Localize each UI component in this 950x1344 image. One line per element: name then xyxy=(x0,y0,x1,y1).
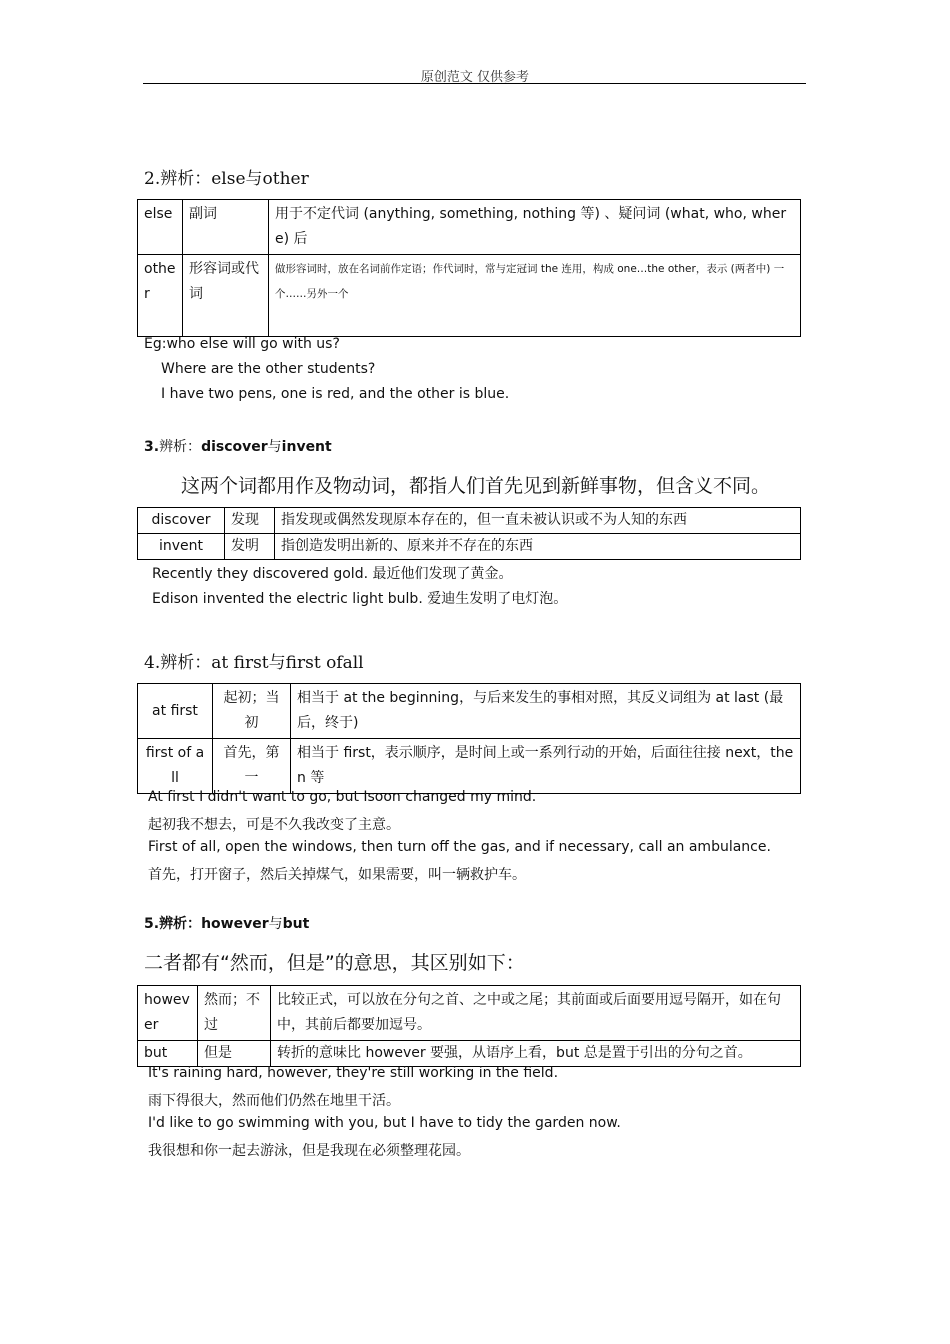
table-row xyxy=(138,534,801,560)
s4-row1-word: at first xyxy=(138,684,213,739)
s3-row1-pos: 发现 xyxy=(225,508,275,534)
section-5-intro: 二者都有“然而，但是”的意思，其区别如下： xyxy=(144,952,525,974)
s4-row2-pos: 首先，第一 xyxy=(213,739,291,794)
section-5-conj: 与 xyxy=(268,916,283,932)
s5-row1-word: however xyxy=(138,986,198,1041)
s5-example-3: I'd like to go swimming with you, but I have to tidy the garden now. xyxy=(148,1115,621,1131)
section-2-title xyxy=(144,164,309,189)
table-row xyxy=(138,508,801,534)
section-3-num: 3. xyxy=(144,439,160,455)
s2-example-3: I have two pens, one is red, and the other is blue. xyxy=(161,386,510,402)
s5-row1-pos: 然而；不过 xyxy=(198,986,271,1041)
section-4-label: 辨析： xyxy=(160,653,212,673)
section-5-table xyxy=(137,985,801,1067)
section-5-label: 辨析： xyxy=(159,916,202,932)
s3-example-1: Recently they discovered gold. 最近他们发现了黄金。 xyxy=(152,566,513,582)
s2-row1-word: else xyxy=(138,200,183,255)
table-row xyxy=(138,739,801,794)
s2-example-2: Where are the other students? xyxy=(161,361,376,377)
section-4-num: 4. xyxy=(144,653,161,673)
section-2-conj: 与 xyxy=(245,169,263,189)
s3-example-2: Edison invented the electric light bulb. 爱迪生发明了电灯泡。 xyxy=(152,591,568,607)
table-row xyxy=(138,255,801,337)
section-5-num: 5. xyxy=(144,916,160,932)
section-3-label: 辨析： xyxy=(159,439,202,455)
s2-row1-desc: 用于不定代词 (anything, something, nothing 等) 、疑问词 (what, who, where) 后 xyxy=(269,200,801,255)
table-row xyxy=(138,200,801,255)
section-4-word1: at first xyxy=(211,653,269,673)
table-row xyxy=(138,986,801,1041)
s2-example-1: Eg:who else will go with us? xyxy=(144,336,340,352)
s5-example-1: It's raining hard, however, they're still working in the field. xyxy=(148,1065,559,1081)
section-2-num: 2. xyxy=(144,169,161,189)
s3-row2-pos: 发明 xyxy=(225,534,275,560)
section-4-table xyxy=(137,683,801,794)
s2-row2-word: other xyxy=(138,255,183,337)
section-2-word1: else xyxy=(211,169,246,189)
s5-row2-pos: 但是 xyxy=(198,1041,271,1067)
section-5-word2: but xyxy=(282,916,310,932)
s4-example-3: First of all, open the windows, then turn off the gas, and if necessary, call an ambulance. xyxy=(148,839,771,855)
section-5-title xyxy=(144,913,309,933)
s4-example-4: 首先，打开窗子，然后关掉煤气，如果需要，叫一辆救护车。 xyxy=(148,867,526,883)
s5-row2-desc: 转折的意味比 however 要强，从语序上看，but 总是置于引出的分句之首。 xyxy=(271,1041,801,1067)
s5-example-2: 雨下得很大，然而他们仍然在地里干活。 xyxy=(148,1093,400,1109)
section-4-conj: 与 xyxy=(268,653,286,673)
section-3-table xyxy=(137,507,801,560)
s5-example-4: 我很想和你一起去游泳，但是我现在必须整理花园。 xyxy=(148,1143,470,1159)
table-row xyxy=(138,1041,801,1067)
s5-row1-desc: 比较正式，可以放在分句之首、之中或之尾；其前面或后面要用逗号隔开，如在句中，其前后都要加逗号。 xyxy=(271,986,801,1041)
s4-row1-desc: 相当于 at the beginning，与后来发生的事相对照，其反义词组为 at last (最后，终于) xyxy=(291,684,801,739)
section-3-word2: invent xyxy=(281,439,332,455)
s3-row1-word: discover xyxy=(138,508,225,534)
section-4-word2: first ofall xyxy=(285,653,364,673)
section-5-word1: however xyxy=(201,916,269,932)
s4-row2-desc: 相当于 first，表示顺序，是时间上或一系列行动的开始，后面往往接 next，then 等 xyxy=(291,739,801,794)
section-2-label: 辨析： xyxy=(160,169,212,189)
s3-row2-word: invent xyxy=(138,534,225,560)
s3-row1-desc: 指发现或偶然发现原本存在的，但一直未被认识或不为人知的东西 xyxy=(275,508,801,534)
s4-row1-pos: 起初；当初 xyxy=(213,684,291,739)
s2-row1-pos: 副词 xyxy=(183,200,269,255)
header-rule xyxy=(143,83,806,84)
s5-row2-word: but xyxy=(138,1041,198,1067)
s4-row2-word: first of all xyxy=(138,739,213,794)
section-3-title xyxy=(144,436,332,456)
section-3-intro: 这两个词都用作及物动词，都指人们首先见到新鲜事物，但含义不同。 xyxy=(181,475,771,497)
s2-row2-pos: 形容词或代词 xyxy=(183,255,269,337)
section-2-word2: other xyxy=(262,169,309,189)
page-header: 原创范文 仅供参考 xyxy=(420,70,530,85)
section-3-word1: discover xyxy=(201,439,268,455)
table-row xyxy=(138,684,801,739)
s3-row2-desc: 指创造发明出新的、原来并不存在的东西 xyxy=(275,534,801,560)
section-2-table xyxy=(137,199,801,337)
section-4-title xyxy=(144,648,364,673)
s4-example-1: At first I didn't want to go, but Isoon changed my mind. xyxy=(148,789,537,805)
s2-row2-desc: 做形容词时，放在名词前作定语；作代词时，常与定冠词 the 连用，构成 one…the other，表示 (两者中) 一个……另外一个 xyxy=(269,255,801,337)
s4-example-2: 起初我不想去，可是不久我改变了主意。 xyxy=(148,817,400,833)
section-3-conj: 与 xyxy=(267,439,282,455)
